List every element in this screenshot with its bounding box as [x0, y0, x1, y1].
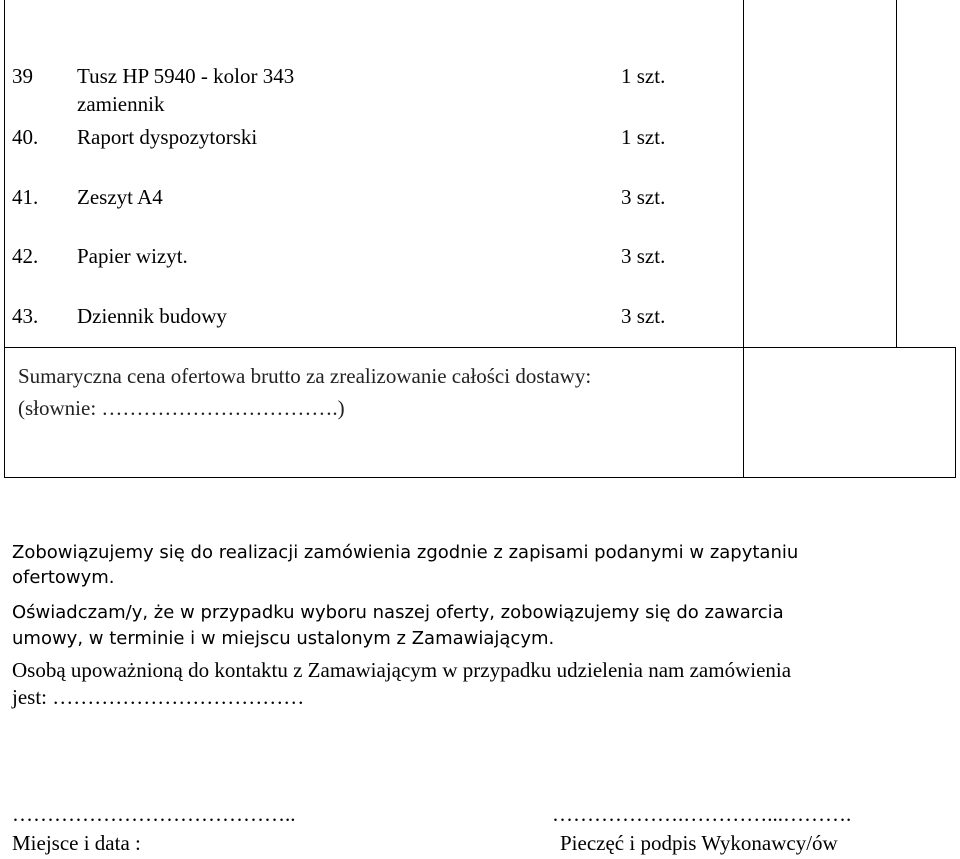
- declaration-line: Zobowiązujemy się do realizacji zamówienia zgodnie z zapisami podanymi w zapytaniu: [12, 542, 799, 563]
- row-item-name-cont: zamiennik: [77, 92, 165, 116]
- row-quantity: 1 szt.: [621, 125, 666, 149]
- row-number: 39: [12, 64, 33, 88]
- table-bottom-border: [4, 477, 956, 478]
- place-date-field: …………………………………..: [12, 802, 296, 826]
- table-right-border-lower: [955, 347, 956, 478]
- row-quantity: 3 szt.: [621, 244, 666, 268]
- declaration-line: umowy, w terminie i w miejscu ustalonym z Zamawiającym.: [12, 628, 555, 649]
- table-right-border-upper: [896, 0, 897, 347]
- place-date-label: Miejsce i data :: [12, 831, 141, 855]
- row-number: 42.: [12, 244, 39, 268]
- declaration-line: Oświadczam/y, że w przypadku wyboru naszej oferty, zobowiązujemy się do zawarcia: [12, 602, 784, 623]
- row-item-name: Dziennik budowy: [77, 304, 227, 328]
- row-quantity: 3 szt.: [621, 185, 666, 209]
- row-item-name: Raport dyspozytorski: [77, 125, 258, 149]
- row-number: 41.: [12, 185, 39, 209]
- table-divider-items: [743, 0, 744, 478]
- row-item-name: Papier wizyt.: [77, 244, 188, 268]
- row-item-name: Tusz HP 5940 - kolor 343: [77, 64, 295, 88]
- stamp-signature-label: Pieczęć i podpis Wykonawcy/ów: [560, 831, 838, 855]
- contact-line: Osobą upoważnioną do kontaktu z Zamawiającym w przypadku udzielenia nam zamówienia: [12, 658, 792, 682]
- contact-name-field: jest: ………………………………: [12, 685, 305, 709]
- row-item-name: Zeszyt A4: [77, 185, 163, 209]
- row-number: 43.: [12, 304, 39, 328]
- table-left-border: [4, 0, 5, 478]
- row-quantity: 3 szt.: [621, 304, 666, 328]
- declaration-line: ofertowym.: [12, 567, 115, 588]
- summary-top-border: [4, 347, 956, 348]
- summary-label: Sumaryczna cena ofertowa brutto za zrealizowanie całości dostawy:: [18, 364, 592, 388]
- stamp-signature-field: ……………….…………...……….: [552, 802, 852, 826]
- row-number: 40.: [12, 125, 39, 149]
- row-quantity: 1 szt.: [621, 64, 666, 88]
- summary-words-field: (słownie: …………………………….): [18, 396, 345, 420]
